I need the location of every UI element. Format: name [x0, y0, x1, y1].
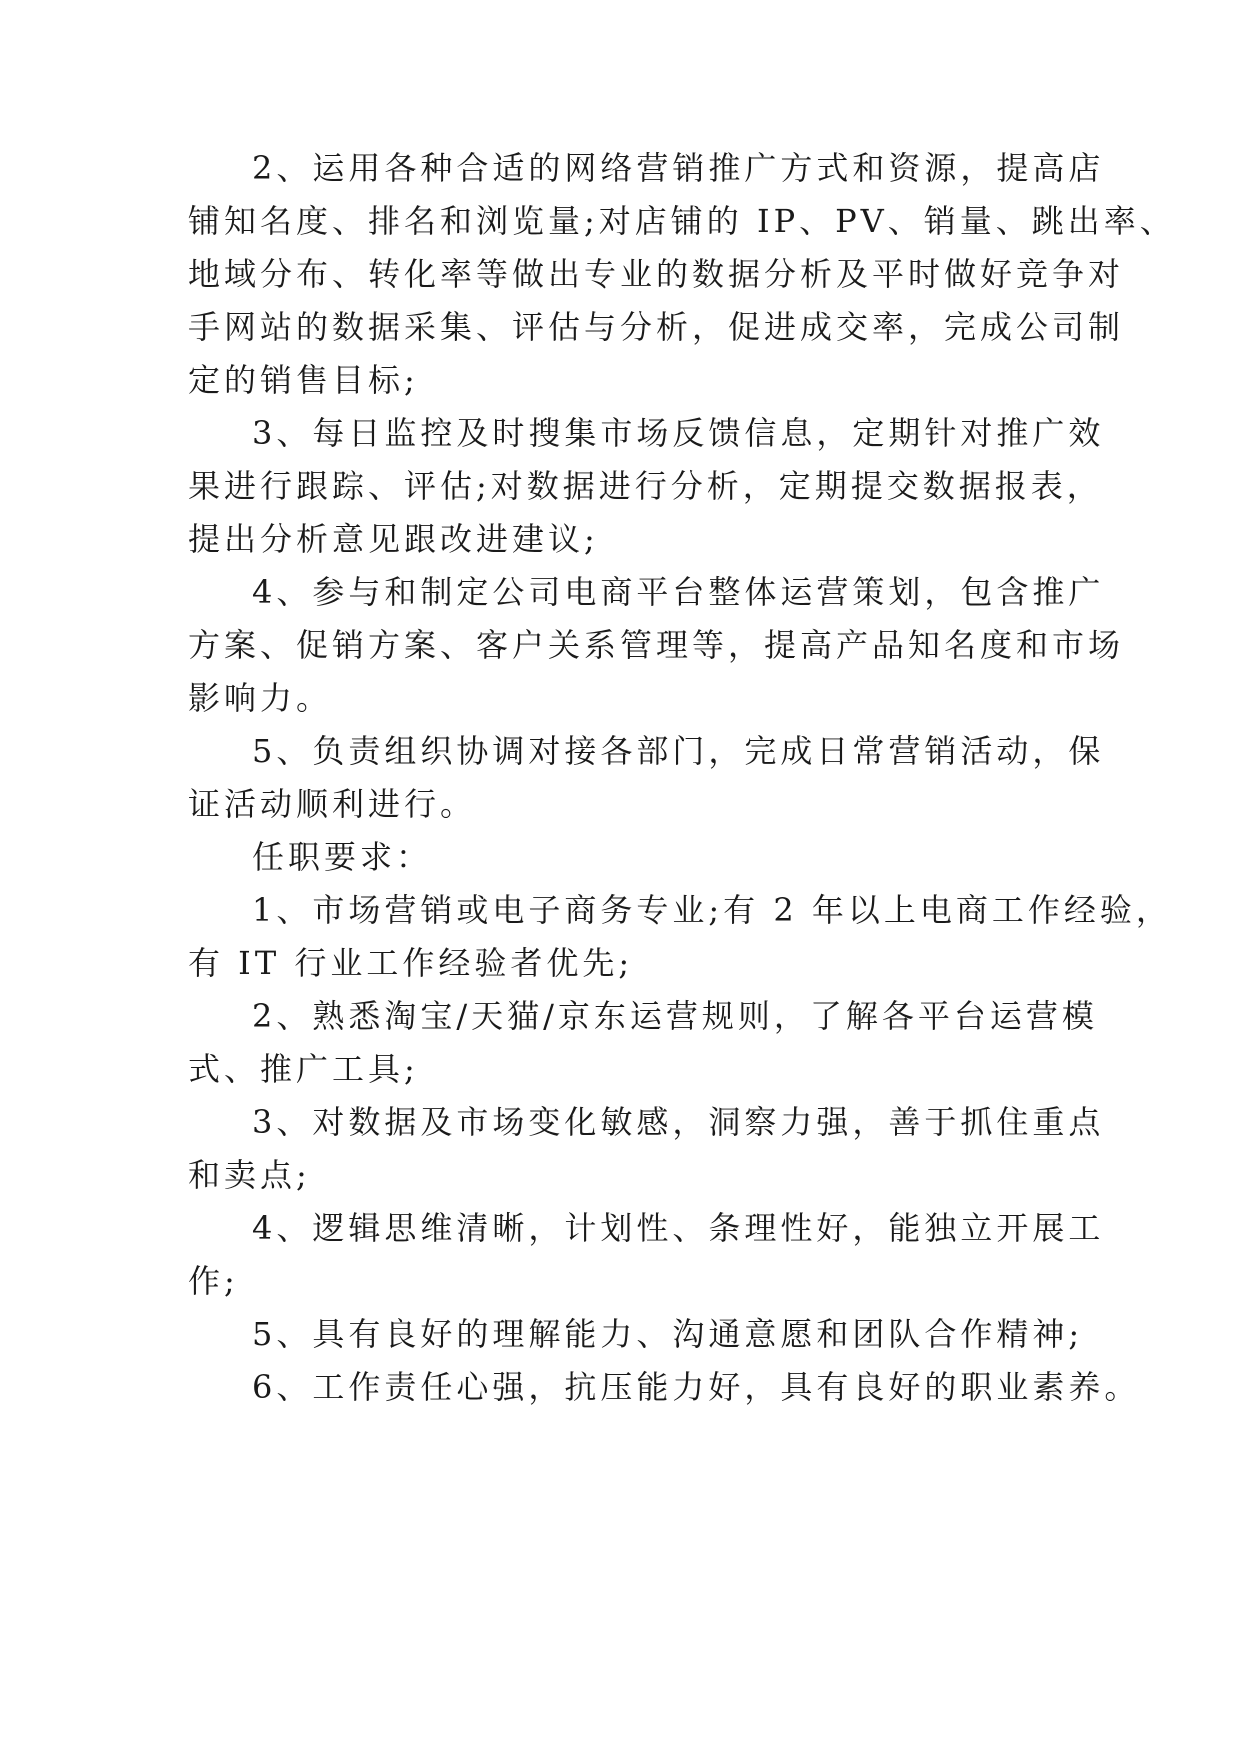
- paragraph-line: 地域分布、转化率等做出专业的数据分析及平时做好竞争对: [188, 255, 1125, 293]
- paragraph-line: 手网站的数据采集、评估与分析，促进成交率，完成公司制: [188, 308, 1125, 346]
- paragraph-line: 方案、促销方案、客户关系管理等，提高产品知名度和市场: [188, 626, 1125, 664]
- paragraph-line: 影响力。: [188, 679, 333, 717]
- paragraph-line: 2、熟悉淘宝/天猫/京东运营规则，了解各平台运营模: [252, 997, 1098, 1035]
- paragraph-line: 4、逻辑思维清晰，计划性、条理性好，能独立开展工: [252, 1209, 1105, 1247]
- paragraph-line: 有 IT 行业工作经验者优先;: [188, 944, 634, 982]
- paragraph-line: 定的销售目标;: [188, 361, 419, 399]
- paragraph-line: 4、参与和制定公司电商平台整体运营策划，包含推广: [252, 573, 1105, 611]
- paragraph-line: 式、推广工具;: [188, 1050, 419, 1088]
- paragraph-line: 5、具有良好的理解能力、沟通意愿和团队合作精神;: [252, 1315, 1084, 1353]
- paragraph-line: 提出分析意见跟改进建议;: [188, 520, 599, 558]
- paragraph-line: 3、每日监控及时搜集市场反馈信息，定期针对推广效: [252, 414, 1105, 452]
- paragraph-line: 2、运用各种合适的网络营销推广方式和资源，提高店: [252, 149, 1105, 187]
- paragraph-line: 果进行跟踪、评估;对数据进行分析，定期提交数据报表，: [188, 467, 1103, 505]
- paragraph-line: 5、负责组织协调对接各部门，完成日常营销活动，保: [252, 732, 1105, 770]
- paragraph-line: 铺知名度、排名和浏览量;对店铺的 IP、PV、销量、跳出率、: [188, 202, 1176, 240]
- paragraph-line: 1、市场营销或电子商务专业;有 2 年以上电商工作经验，: [252, 891, 1172, 929]
- paragraph-line: 3、对数据及市场变化敏感，洞察力强，善于抓住重点: [252, 1103, 1105, 1141]
- paragraph-line: 6、工作责任心强，抗压能力好，具有良好的职业素养。: [252, 1368, 1141, 1406]
- paragraph-line: 和卖点;: [188, 1156, 311, 1194]
- section-heading: 任职要求：: [252, 838, 433, 876]
- paragraph-line: 作;: [188, 1262, 239, 1300]
- paragraph-line: 证活动顺利进行。: [188, 785, 477, 823]
